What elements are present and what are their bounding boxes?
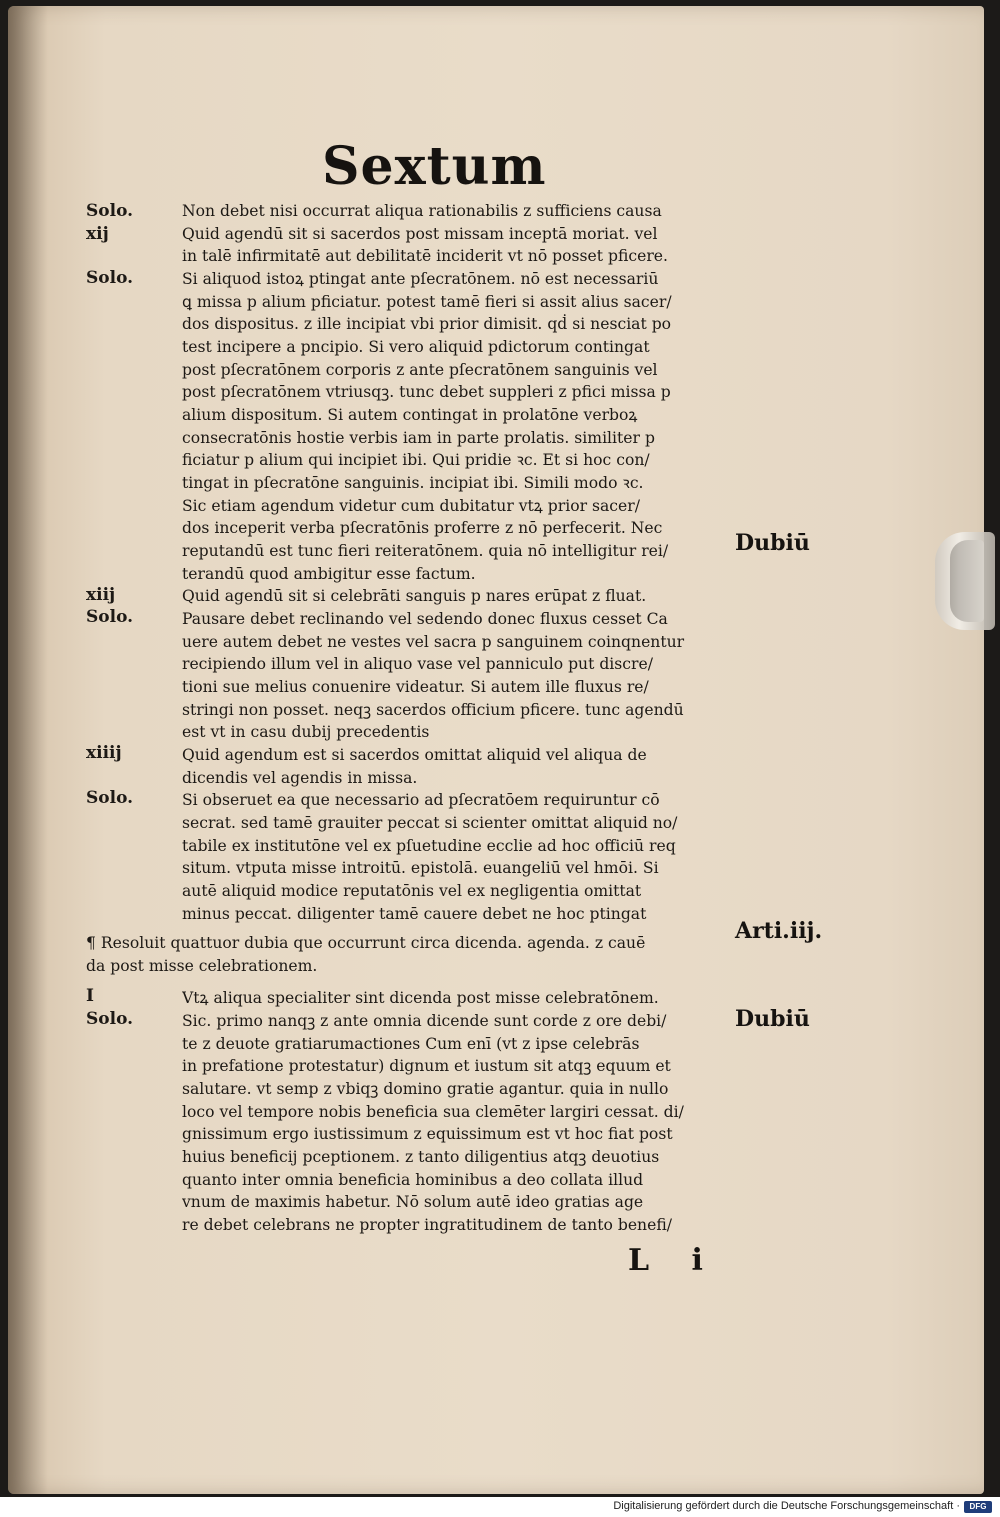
- text-line: autē aliquid modice reputatōnis vel ex negligentia omittat: [182, 882, 642, 900]
- text-line: vnum de maximis habetur. Nō solum autē ideo gratias age: [182, 1193, 644, 1211]
- text-line: recipiendo illum vel in aliquo vase vel panniculo put discre/: [182, 655, 653, 673]
- text-line: Sic. primo nanqꝫ z ante omnia dicende sunt corde z ore debi/: [182, 1012, 667, 1030]
- text-line: consecratōnis hostie verbis iam in parte prolatis. similiter p: [182, 429, 655, 447]
- text-line: Quid agendū sit si celebrāti sanguis p nares erūpat z fluat.: [182, 587, 647, 605]
- margin-mark-solo-4: Solo.: [86, 788, 134, 808]
- text-line: Si aliquod istoꝝ ptingat ante pſecratōnem. nō est necessariū: [182, 270, 659, 288]
- margin-mark-solo-5: Solo.: [86, 1009, 134, 1029]
- margin-mark-question-14: xiiij: [86, 743, 122, 763]
- text-line: in talē infirmitatē aut debilitatē inciderit vt nō posset pficere.: [182, 247, 668, 265]
- text-line: Si obseruet ea que necessario ad pſecratōem requiruntur cō: [182, 791, 660, 809]
- side-note-dubium-2: Dubiū: [735, 1006, 810, 1032]
- text-line: situm. vtputa misse introitū. epistolā. euangeliū vel hmōi. Si: [182, 859, 659, 877]
- text-line: Vtꝝ aliqua specialiter sint dicenda post misse celebratōnem.: [182, 989, 659, 1007]
- text-line: dos dispositus. z ille incipiat vbi prior dimisit. qḋ si nesciat po: [182, 315, 672, 333]
- text-line: est vt in casu dubij precedentis: [182, 723, 430, 741]
- text-line: uere autem debet ne vestes vel sacra p sanguinem coinqnentur: [182, 633, 685, 651]
- text-line: re debet celebrans ne propter ingratitudinem de tanto benefi/: [182, 1216, 672, 1234]
- text-line: alium dispositum. Si autem contingat in prolatōne verboꝝ: [182, 406, 638, 424]
- page-gutter-shadow: [8, 6, 48, 1494]
- text-line: dos inceperit verba pſecratōnis proferre z nō perfecerit. Nec: [182, 519, 663, 537]
- text-line: dicendis vel agendis in missa.: [182, 769, 418, 787]
- text-line: quanto inter omnia beneficia hominibus a deo collata illud: [182, 1171, 644, 1189]
- text-line: tingat in pſecratōne sanguinis. incipiat ibi. Simili modo ꝛc.: [182, 474, 644, 492]
- dfg-logo: DFG: [964, 1501, 992, 1513]
- text-line: loco vel tempore nobis beneficia sua clemēter largiri cessat. di/: [182, 1103, 684, 1121]
- margin-mark-solo-1: Solo.: [86, 201, 134, 221]
- rubric-line: da post misse celebrationem.: [86, 957, 318, 975]
- text-line: Pausare debet reclinando vel sedendo donec fluxus cesset Ca: [182, 610, 668, 628]
- text-line: Non debet nisi occurrat aliqua rationabilis z sufficiens causa: [182, 202, 662, 220]
- text-line: huius beneficij pceptionem. z tanto diligentius atqꝫ deuotius: [182, 1148, 660, 1166]
- margin-mark-question-12: xij: [86, 224, 109, 244]
- margin-mark-question-13: xiij: [86, 585, 116, 605]
- text-line: Quid agendū sit si sacerdos post missam inceptā moriat. vel: [182, 225, 658, 243]
- text-line: test incipere a pncipio. Si vero aliquid pdictorum contingat: [182, 338, 650, 356]
- text-line: in prefatione protestatur) dignum et iustum sit atqꝫ equum et: [182, 1057, 671, 1075]
- rubric-line: ¶ Resoluit quattuor dubia que occurrunt circa dicenda. agenda. z cauē: [86, 934, 646, 952]
- side-note-articulus: Arti.iij.: [735, 918, 823, 944]
- text-line: tioni sue melius conuenire videatur. Si autem ille fluxus re/: [182, 678, 649, 696]
- page-clip-inner: [950, 540, 984, 622]
- text-line: gnissimum ergo iustissimum z equissimum est vt hoc fiat post: [182, 1125, 673, 1143]
- text-line: te z deuote gratiarumactiones Cum enī (vt z ipse celebrās: [182, 1035, 640, 1053]
- page-heading: Sextum: [322, 136, 547, 197]
- margin-mark-dubium-1: I: [86, 986, 94, 1006]
- text-line: post pſecratōnem corporis z ante pſecratōnem sanguinis vel: [182, 361, 658, 379]
- text-line: minus peccat. diligenter tamē cauere debet ne hoc ptingat: [182, 905, 647, 923]
- text-line: stringi non posset. neqꝫ sacerdos officium pficere. tunc agendū: [182, 701, 684, 719]
- text-line: tabile ex institutōne vel ex pſuetudine ecclie ad hoc officiū req: [182, 837, 676, 855]
- text-line: Sic etiam agendum videtur cum dubitatur vtꝝ prior sacer/: [182, 497, 640, 515]
- text-line: ꝗ missa p alium pficiatur. potest tamē fieri si assit alius sacer/: [182, 293, 672, 311]
- signature-mark: L i: [628, 1243, 719, 1278]
- footer-credit: Digitalisierung gefördert durch die Deutsche Forschungsgemeinschaft ·: [613, 1500, 960, 1512]
- text-line: ficiatur p alium qui incipiet ibi. Qui pridie ꝛc. Et si hoc con/: [182, 451, 650, 469]
- text-line: salutare. vt semp z vbiqꝫ domino gratie agantur. quia in nullo: [182, 1080, 669, 1098]
- side-note-dubium-1: Dubiū: [735, 530, 810, 556]
- text-line: Quid agendum est si sacerdos omittat aliquid vel aliqua de: [182, 746, 647, 764]
- margin-mark-solo-3: Solo.: [86, 607, 134, 627]
- text-line: terandū quod ambigitur esse factum.: [182, 565, 476, 583]
- text-line: reputandū est tunc fieri reiteratōnem. quia nō intelligitur rei/: [182, 542, 669, 560]
- text-line: secrat. sed tamē grauiter peccat si scienter omittat aliquid no/: [182, 814, 678, 832]
- text-line: post pſecratōnem vtriusqꝫ. tunc debet suppleri z pfici missa p: [182, 383, 671, 401]
- margin-mark-solo-2: Solo.: [86, 268, 134, 288]
